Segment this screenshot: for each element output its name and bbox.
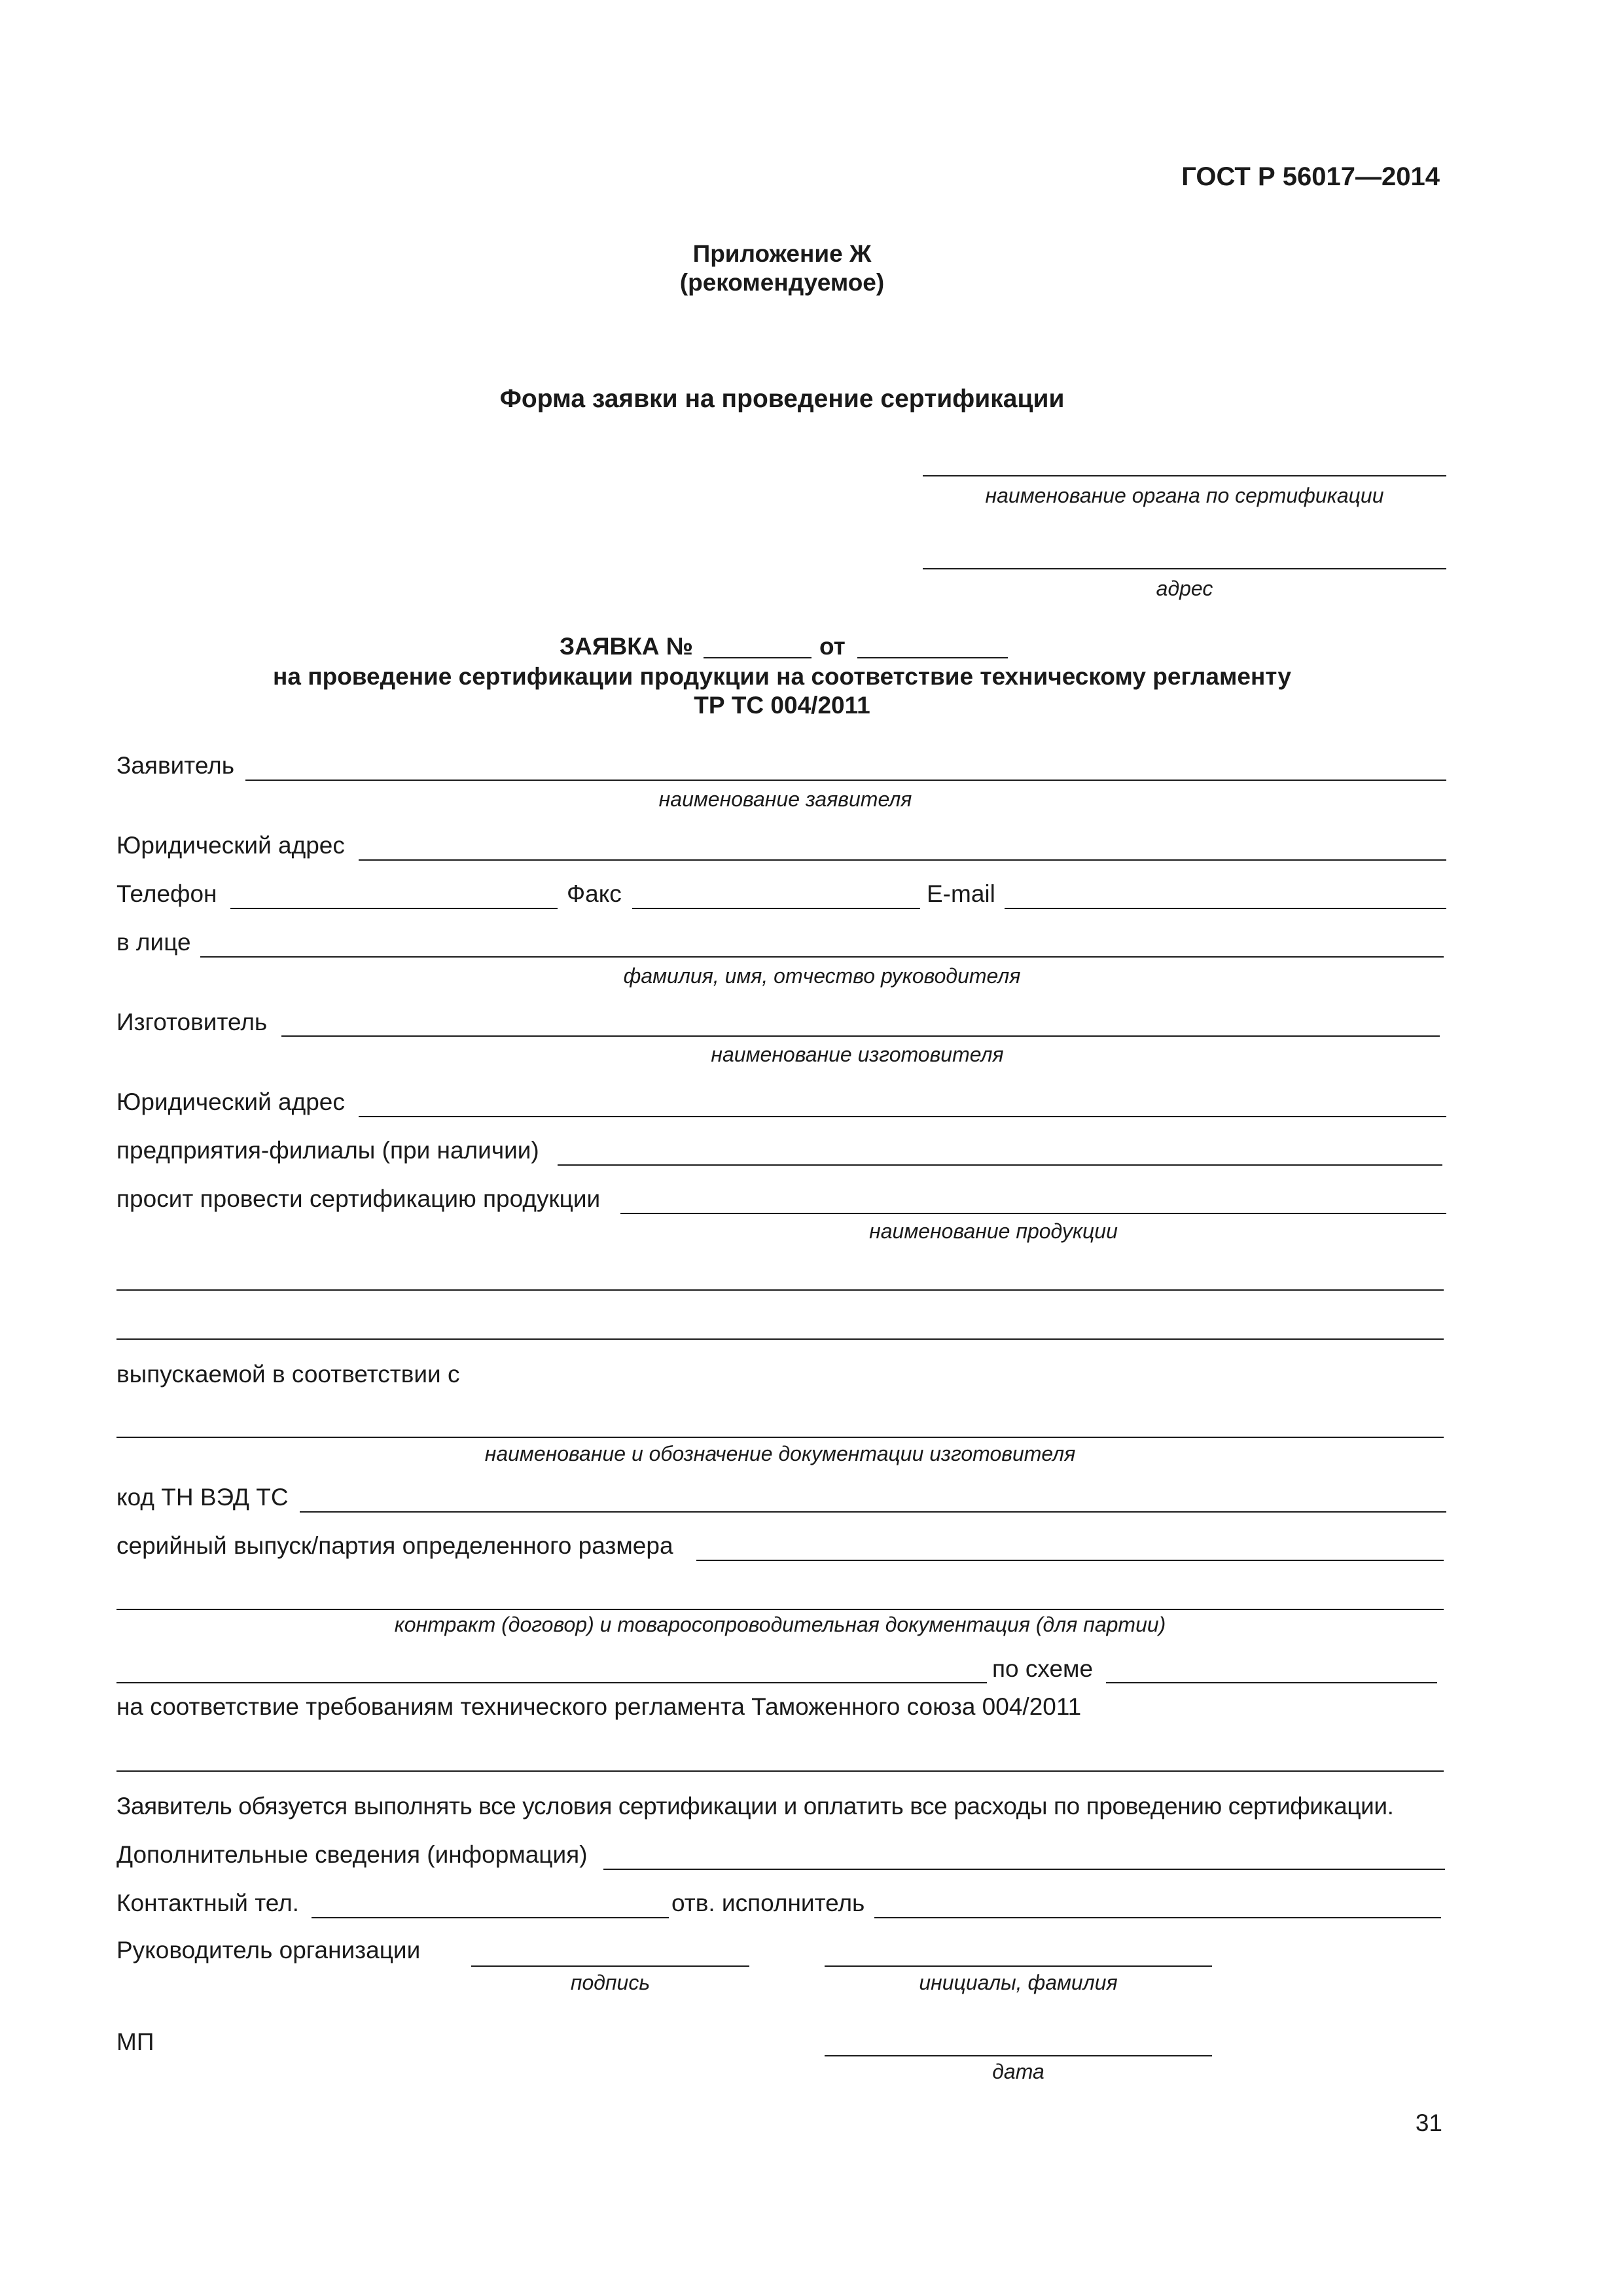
docs-line[interactable]	[116, 1437, 1444, 1438]
certification-body-line[interactable]	[923, 475, 1446, 476]
head-label: Руководитель организации	[116, 1937, 421, 1964]
request-label: просит провести сертификацию продукции	[116, 1185, 601, 1212]
contract-line[interactable]	[116, 1609, 1444, 1610]
standard-number: ГОСТ Р 56017—2014	[1181, 162, 1440, 191]
hs-code-line[interactable]	[300, 1511, 1446, 1513]
name-line[interactable]	[825, 1965, 1212, 1967]
address-line[interactable]	[923, 568, 1446, 569]
product-caption: наименование продукции	[869, 1219, 1118, 1243]
email-line[interactable]	[1005, 908, 1446, 909]
manufacturer-label: Изготовитель	[116, 1009, 268, 1035]
scheme-label: по схеме	[992, 1655, 1094, 1682]
phone-line[interactable]	[230, 908, 558, 909]
appendix-title: Приложение Ж	[692, 240, 872, 267]
produced-label: выпускаемой в соответствии с	[116, 1361, 460, 1388]
applicant-caption: наименование заявителя	[658, 787, 912, 811]
legal-address-label: Юридический адрес	[116, 832, 345, 859]
signature-line[interactable]	[471, 1965, 749, 1967]
represented-line[interactable]	[200, 956, 1444, 958]
contact-phone-label: Контактный тел.	[116, 1890, 299, 1916]
scheme-line[interactable]	[1106, 1682, 1437, 1683]
address-caption: адрес	[1156, 577, 1213, 600]
serial-label: серийный выпуск/партия определенного размера	[116, 1532, 673, 1559]
application-regulation: ТР ТС 004/2011	[694, 692, 870, 719]
manufacturer-caption: наименование изготовителя	[711, 1043, 1004, 1066]
application-number-line[interactable]	[704, 657, 812, 658]
contact-phone-line[interactable]	[312, 1917, 669, 1918]
page-number: 31	[1415, 2109, 1442, 2136]
name-caption: инициалы, фамилия	[919, 1971, 1118, 1994]
obligation-text: Заявитель обязуется выполнять все условия сертификации и оплатить все расходы по проведению сертификации.	[116, 1793, 1394, 1820]
date-line[interactable]	[825, 2055, 1212, 2056]
certification-body-caption: наименование органа по сертификации	[985, 484, 1384, 507]
product-line-3[interactable]	[116, 1338, 1444, 1340]
product-line-2[interactable]	[116, 1289, 1444, 1291]
serial-line[interactable]	[696, 1560, 1444, 1561]
appendix-type: (рекомендуемое)	[679, 269, 885, 296]
application-subtitle: на проведение сертификации продукции на соответствие техническому регламенту	[273, 663, 1291, 690]
hs-code-label: код ТН ВЭД ТС	[116, 1484, 289, 1511]
fax-line[interactable]	[632, 908, 920, 909]
page-title: Форма заявки на проведение сертификации	[499, 385, 1065, 413]
represented-caption: фамилия, имя, отчество руководителя	[623, 964, 1021, 988]
branches-label: предприятия-филиалы (при наличии)	[116, 1137, 539, 1164]
compliance-text: на соответствие требованиям технического регламента Таможенного союза 004/2011	[116, 1693, 1082, 1720]
product-line[interactable]	[620, 1213, 1446, 1214]
application-number-label: ЗАЯВКА №	[560, 633, 694, 660]
executor-label: отв. исполнитель	[671, 1890, 865, 1916]
email-label: E-mail	[927, 880, 995, 907]
applicant-line[interactable]	[245, 780, 1446, 781]
compliance-line[interactable]	[116, 1770, 1444, 1772]
applicant-label: Заявитель	[116, 752, 235, 779]
additional-line[interactable]	[603, 1869, 1445, 1870]
phone-label: Телефон	[116, 880, 217, 907]
scheme-prefix-line[interactable]	[116, 1682, 987, 1683]
branches-line[interactable]	[558, 1164, 1442, 1166]
date-caption: дата	[992, 2060, 1044, 2083]
stamp-label: МП	[116, 2028, 154, 2055]
executor-line[interactable]	[874, 1917, 1441, 1918]
legal-address-line[interactable]	[359, 859, 1446, 861]
docs-caption: наименование и обозначение документации изготовителя	[484, 1442, 1076, 1465]
contract-caption: контракт (договор) и товаросопроводительная документация (для партии)	[394, 1613, 1166, 1636]
fax-label: Факс	[567, 880, 622, 907]
application-date-line[interactable]	[857, 657, 1008, 658]
manufacturer-address-label: Юридический адрес	[116, 1088, 345, 1115]
represented-label: в лице	[116, 929, 191, 956]
application-from-label: от	[819, 633, 846, 660]
manufacturer-line[interactable]	[281, 1035, 1440, 1037]
manufacturer-address-line[interactable]	[359, 1116, 1446, 1117]
signature-caption: подпись	[570, 1971, 651, 1994]
additional-label: Дополнительные сведения (информация)	[116, 1841, 588, 1868]
